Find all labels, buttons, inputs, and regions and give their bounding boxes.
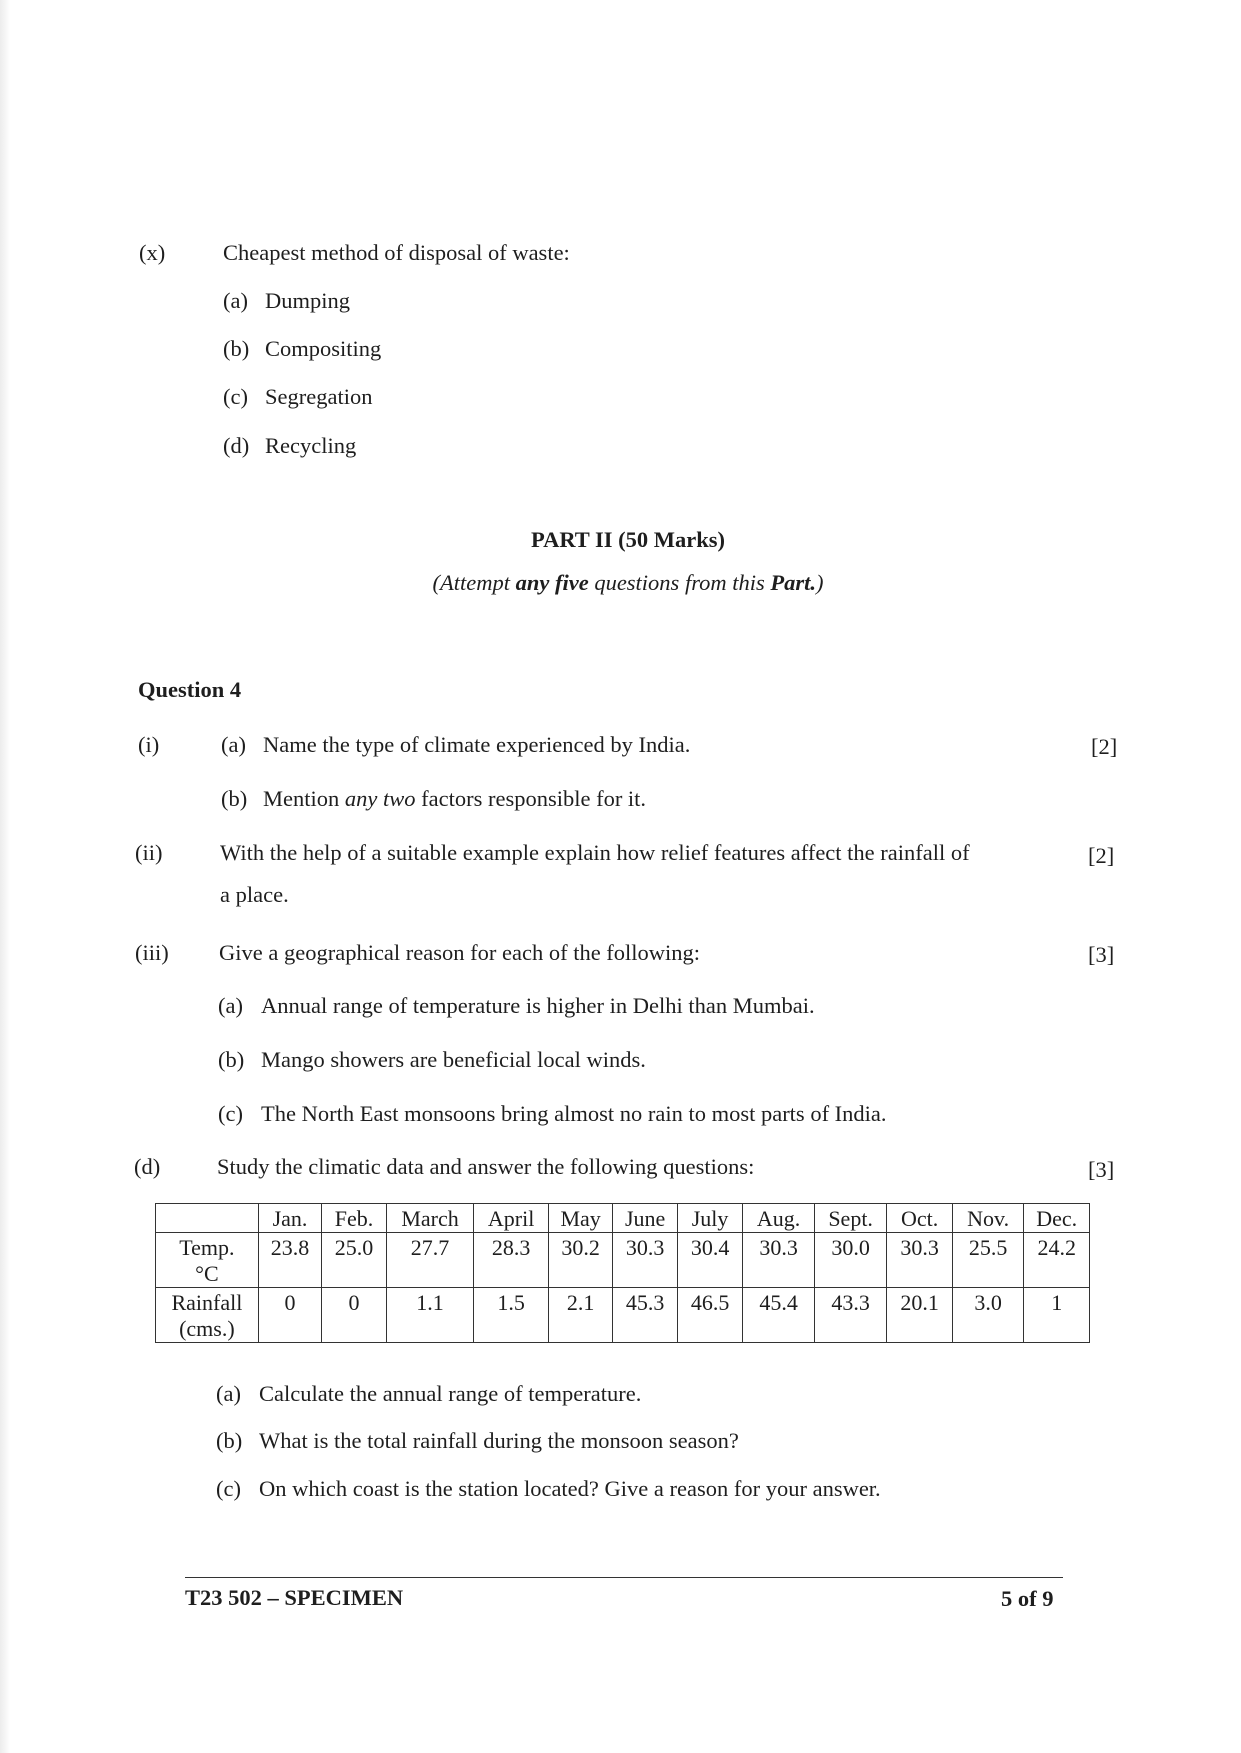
table-cell: 23.8	[258, 1233, 321, 1288]
subquestion-number: (ii)	[135, 840, 163, 865]
table-cell: Aug.	[743, 1204, 815, 1233]
part-text: Name the type of climate experienced by India.	[263, 732, 691, 757]
row-label-cell	[156, 1288, 259, 1343]
option-label: (d)	[223, 433, 250, 458]
table-cell: Dec.	[1024, 1204, 1090, 1233]
part-title: PART II (50 Marks)	[531, 527, 725, 552]
table-cell: 30.0	[814, 1233, 887, 1288]
marks: [2]	[1091, 734, 1118, 759]
part-text: On which coast is the station located? Give a reason for your answer.	[259, 1476, 881, 1501]
instruction-text: )	[816, 570, 824, 595]
table-cell: 25.5	[952, 1233, 1024, 1288]
table-cell: 30.3	[887, 1233, 952, 1288]
option-label: (a)	[223, 288, 248, 313]
option-text: Segregation	[265, 384, 373, 409]
table-cell: 30.3	[743, 1233, 815, 1288]
part-text: The North East monsoons bring almost no rain to most parts of India.	[261, 1101, 887, 1126]
part-label: (c)	[218, 1101, 243, 1126]
table-cell: March	[386, 1204, 474, 1233]
row-unit: °C	[195, 1261, 219, 1286]
table-cell: 43.3	[814, 1288, 887, 1343]
question-stem: Cheapest method of disposal of waste:	[223, 240, 570, 265]
table-cell: 2.1	[548, 1288, 612, 1343]
table-cell: 30.3	[613, 1233, 677, 1288]
table-cell: 1.1	[386, 1288, 474, 1343]
table-cell: 1.5	[474, 1288, 549, 1343]
scan-edge-shadow	[0, 0, 10, 1753]
emphasis-run: any two	[344, 786, 416, 811]
row-label: Rainfall	[171, 1290, 243, 1315]
question-stem: Study the climatic data and answer the following questions:	[217, 1154, 755, 1179]
table-cell: 30.2	[548, 1233, 612, 1288]
table-cell: 24.2	[1024, 1233, 1090, 1288]
table-cell: 45.4	[743, 1288, 815, 1343]
question-text-line: a place.	[220, 882, 289, 907]
part-text: Mango showers are beneficial local winds.	[261, 1047, 646, 1072]
part-text: Calculate the annual range of temperature.	[259, 1381, 642, 1406]
table-cell: April	[474, 1204, 549, 1233]
table-cell: May	[548, 1204, 612, 1233]
marks: [3]	[1088, 942, 1115, 967]
table-row-temperature	[156, 1233, 1090, 1288]
table-cell: 20.1	[887, 1288, 952, 1343]
part-label: (b)	[216, 1428, 243, 1453]
table-row-rainfall	[156, 1288, 1090, 1343]
instruction-text: questions from this	[588, 570, 771, 595]
table-header-row	[156, 1204, 1090, 1233]
option-text: Compositing	[265, 336, 382, 361]
climate-data-table	[155, 1203, 1090, 1343]
option-text: Dumping	[265, 288, 351, 313]
question-text-line: With the help of a suitable example explain how relief features affect the rainfall of	[220, 840, 970, 865]
part-text	[263, 786, 646, 812]
table-cell: Nov.	[952, 1204, 1024, 1233]
question-number: (x)	[139, 240, 166, 265]
table-cell: 1	[1024, 1288, 1090, 1343]
table-cell: Oct.	[887, 1204, 952, 1233]
table-cell	[156, 1204, 259, 1233]
table-cell: 45.3	[613, 1288, 677, 1343]
table-cell: June	[613, 1204, 677, 1233]
table-cell: 25.0	[322, 1233, 386, 1288]
part-label: (b)	[218, 1047, 245, 1072]
text-run: factors responsible for it.	[415, 786, 647, 811]
table-cell: 28.3	[474, 1233, 549, 1288]
footer-paper-code: T23 502 – SPECIMEN	[185, 1585, 404, 1610]
part-label: (a)	[221, 732, 246, 757]
table-cell: 0	[258, 1288, 321, 1343]
table-cell: 27.7	[386, 1233, 474, 1288]
text-run: Mention	[263, 786, 345, 811]
part-label: (c)	[216, 1476, 241, 1501]
row-label-cell	[156, 1233, 259, 1288]
part-text: Annual range of temperature is higher in Delhi than Mumbai.	[261, 993, 815, 1018]
marks: [3]	[1088, 1157, 1115, 1182]
question-stem: Give a geographical reason for each of the following:	[219, 940, 701, 965]
table-cell: 0	[322, 1288, 386, 1343]
row-label: Temp.	[179, 1235, 235, 1260]
footer-rule	[185, 1577, 1063, 1578]
question-heading: Question 4	[138, 677, 242, 702]
subquestion-number: (iii)	[135, 940, 169, 965]
option-label: (c)	[223, 384, 248, 409]
part-label: (a)	[216, 1381, 241, 1406]
instruction-emphasis: any five	[515, 570, 589, 595]
table-cell: 3.0	[952, 1288, 1024, 1343]
option-label: (b)	[223, 336, 250, 361]
part-label: (a)	[218, 993, 243, 1018]
subquestion-number: (i)	[138, 732, 160, 757]
table-cell: Jan.	[258, 1204, 321, 1233]
row-unit: (cms.)	[179, 1316, 235, 1341]
footer-page-number: 5 of 9	[1001, 1586, 1054, 1611]
table-cell: Sept.	[814, 1204, 887, 1233]
table-cell: July	[677, 1204, 742, 1233]
part-label: (b)	[221, 786, 248, 811]
part-text: What is the total rainfall during the monsoon season?	[259, 1428, 739, 1453]
table-cell: Feb.	[322, 1204, 386, 1233]
instruction-emphasis: Part.	[770, 570, 817, 595]
option-text: Recycling	[265, 433, 357, 458]
instruction-text: (Attempt	[432, 570, 516, 595]
subquestion-number: (d)	[134, 1154, 161, 1179]
table-cell: 30.4	[677, 1233, 742, 1288]
table-cell: 46.5	[677, 1288, 742, 1343]
marks: [2]	[1088, 843, 1115, 868]
part-instruction	[0, 570, 1241, 596]
